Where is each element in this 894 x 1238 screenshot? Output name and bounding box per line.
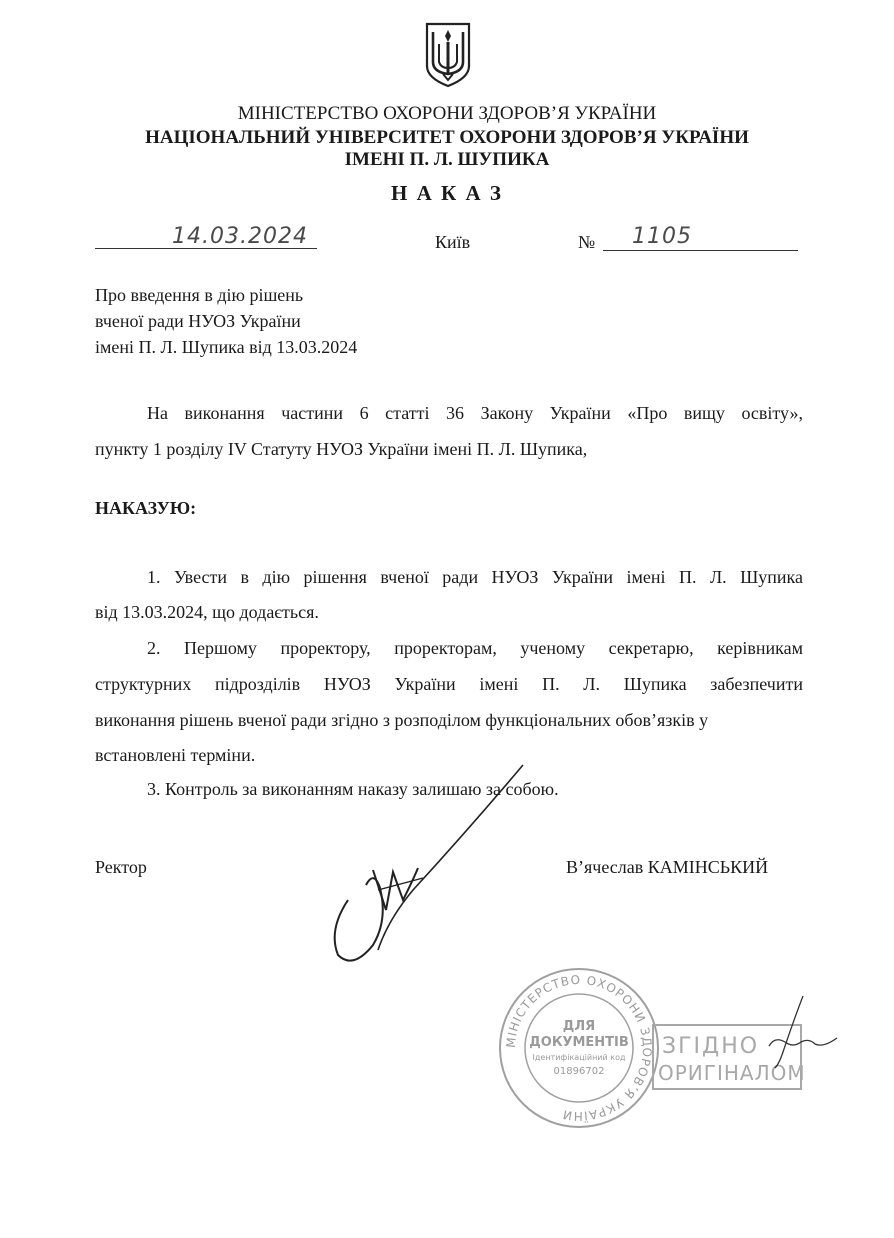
city: Київ <box>435 232 471 252</box>
coat-of-arms-icon <box>425 22 471 88</box>
preamble-line: пункту 1 розділу IV Статуту НУОЗ України імені П. Л. Шупика, <box>95 439 588 459</box>
copy-stamp-line2: ОРИГІНАЛОМ <box>658 1061 806 1085</box>
item-2-line: 2. Першому проректору, проректорам, ученому секретарю, керівникам <box>147 638 803 658</box>
seal-center-line1: ДЛЯ <box>562 1019 596 1034</box>
item-2-line: виконання рішень вченої ради згідно з розподілом функціональних обов’язків у <box>95 710 709 730</box>
round-seal <box>497 966 661 1130</box>
seal-code-label: Ідентифікаційний код <box>532 1053 626 1062</box>
number-sign: № <box>578 232 596 252</box>
item-1-line: 1. Увести в дію рішення вченої ради НУОЗ України імені П. Л. Шупика <box>147 567 803 587</box>
order-word: НАКАЗУЮ: <box>95 498 197 518</box>
number-underline <box>603 250 798 251</box>
item-3-line: 3. Контроль за виконанням наказу залишаю за собою. <box>147 779 559 799</box>
item-2-line: структурних підрозділів НУОЗ України імені П. Л. Шупика забезпечити <box>95 674 803 694</box>
ministry-title: МІНІСТЕРСТВО ОХОРОНИ ЗДОРОВ’Я УКРАЇНИ <box>237 103 657 124</box>
document-type: Н А К А З <box>391 181 503 205</box>
seal-ring-text: МІНІСТЕРСТВО ОХОРОНИ ЗДОРОВ’Я УКРАЇНИ <box>503 972 655 1124</box>
signatory-position: Ректор <box>95 857 147 877</box>
seal-center-line2: ДОКУМЕНТІВ <box>529 1035 629 1050</box>
subject-line: імені П. Л. Шупика від 13.03.2024 <box>95 337 358 357</box>
preamble-line: На виконання частини 6 статті 36 Закону України «Про вищу освіту», <box>147 403 803 423</box>
order-number: 1105 <box>632 224 692 249</box>
university-title: НАЦІОНАЛЬНИЙ УНІВЕРСИТЕТ ОХОРОНИ ЗДОРОВ’Я УКРАЇНИ <box>145 127 749 148</box>
signatory-name: В’ячеслав КАМІНСЬКИЙ <box>566 857 769 877</box>
order-date: 14.03.2024 <box>172 224 308 249</box>
item-1-line: від 13.03.2024, що додається. <box>95 602 319 622</box>
subject-line: Про введення в дію рішень <box>95 285 304 305</box>
seal-code: 01896702 <box>553 1066 605 1077</box>
university-title-line2: ІМЕНІ П. Л. ШУПИКА <box>344 149 550 170</box>
subject-line: вченої ради НУОЗ України <box>95 311 301 331</box>
item-2-line: встановлені терміни. <box>95 745 256 765</box>
copy-signature <box>745 992 845 1072</box>
copy-stamp-line1: ЗГІДНО <box>662 1034 760 1059</box>
handwritten-signature <box>318 760 548 970</box>
